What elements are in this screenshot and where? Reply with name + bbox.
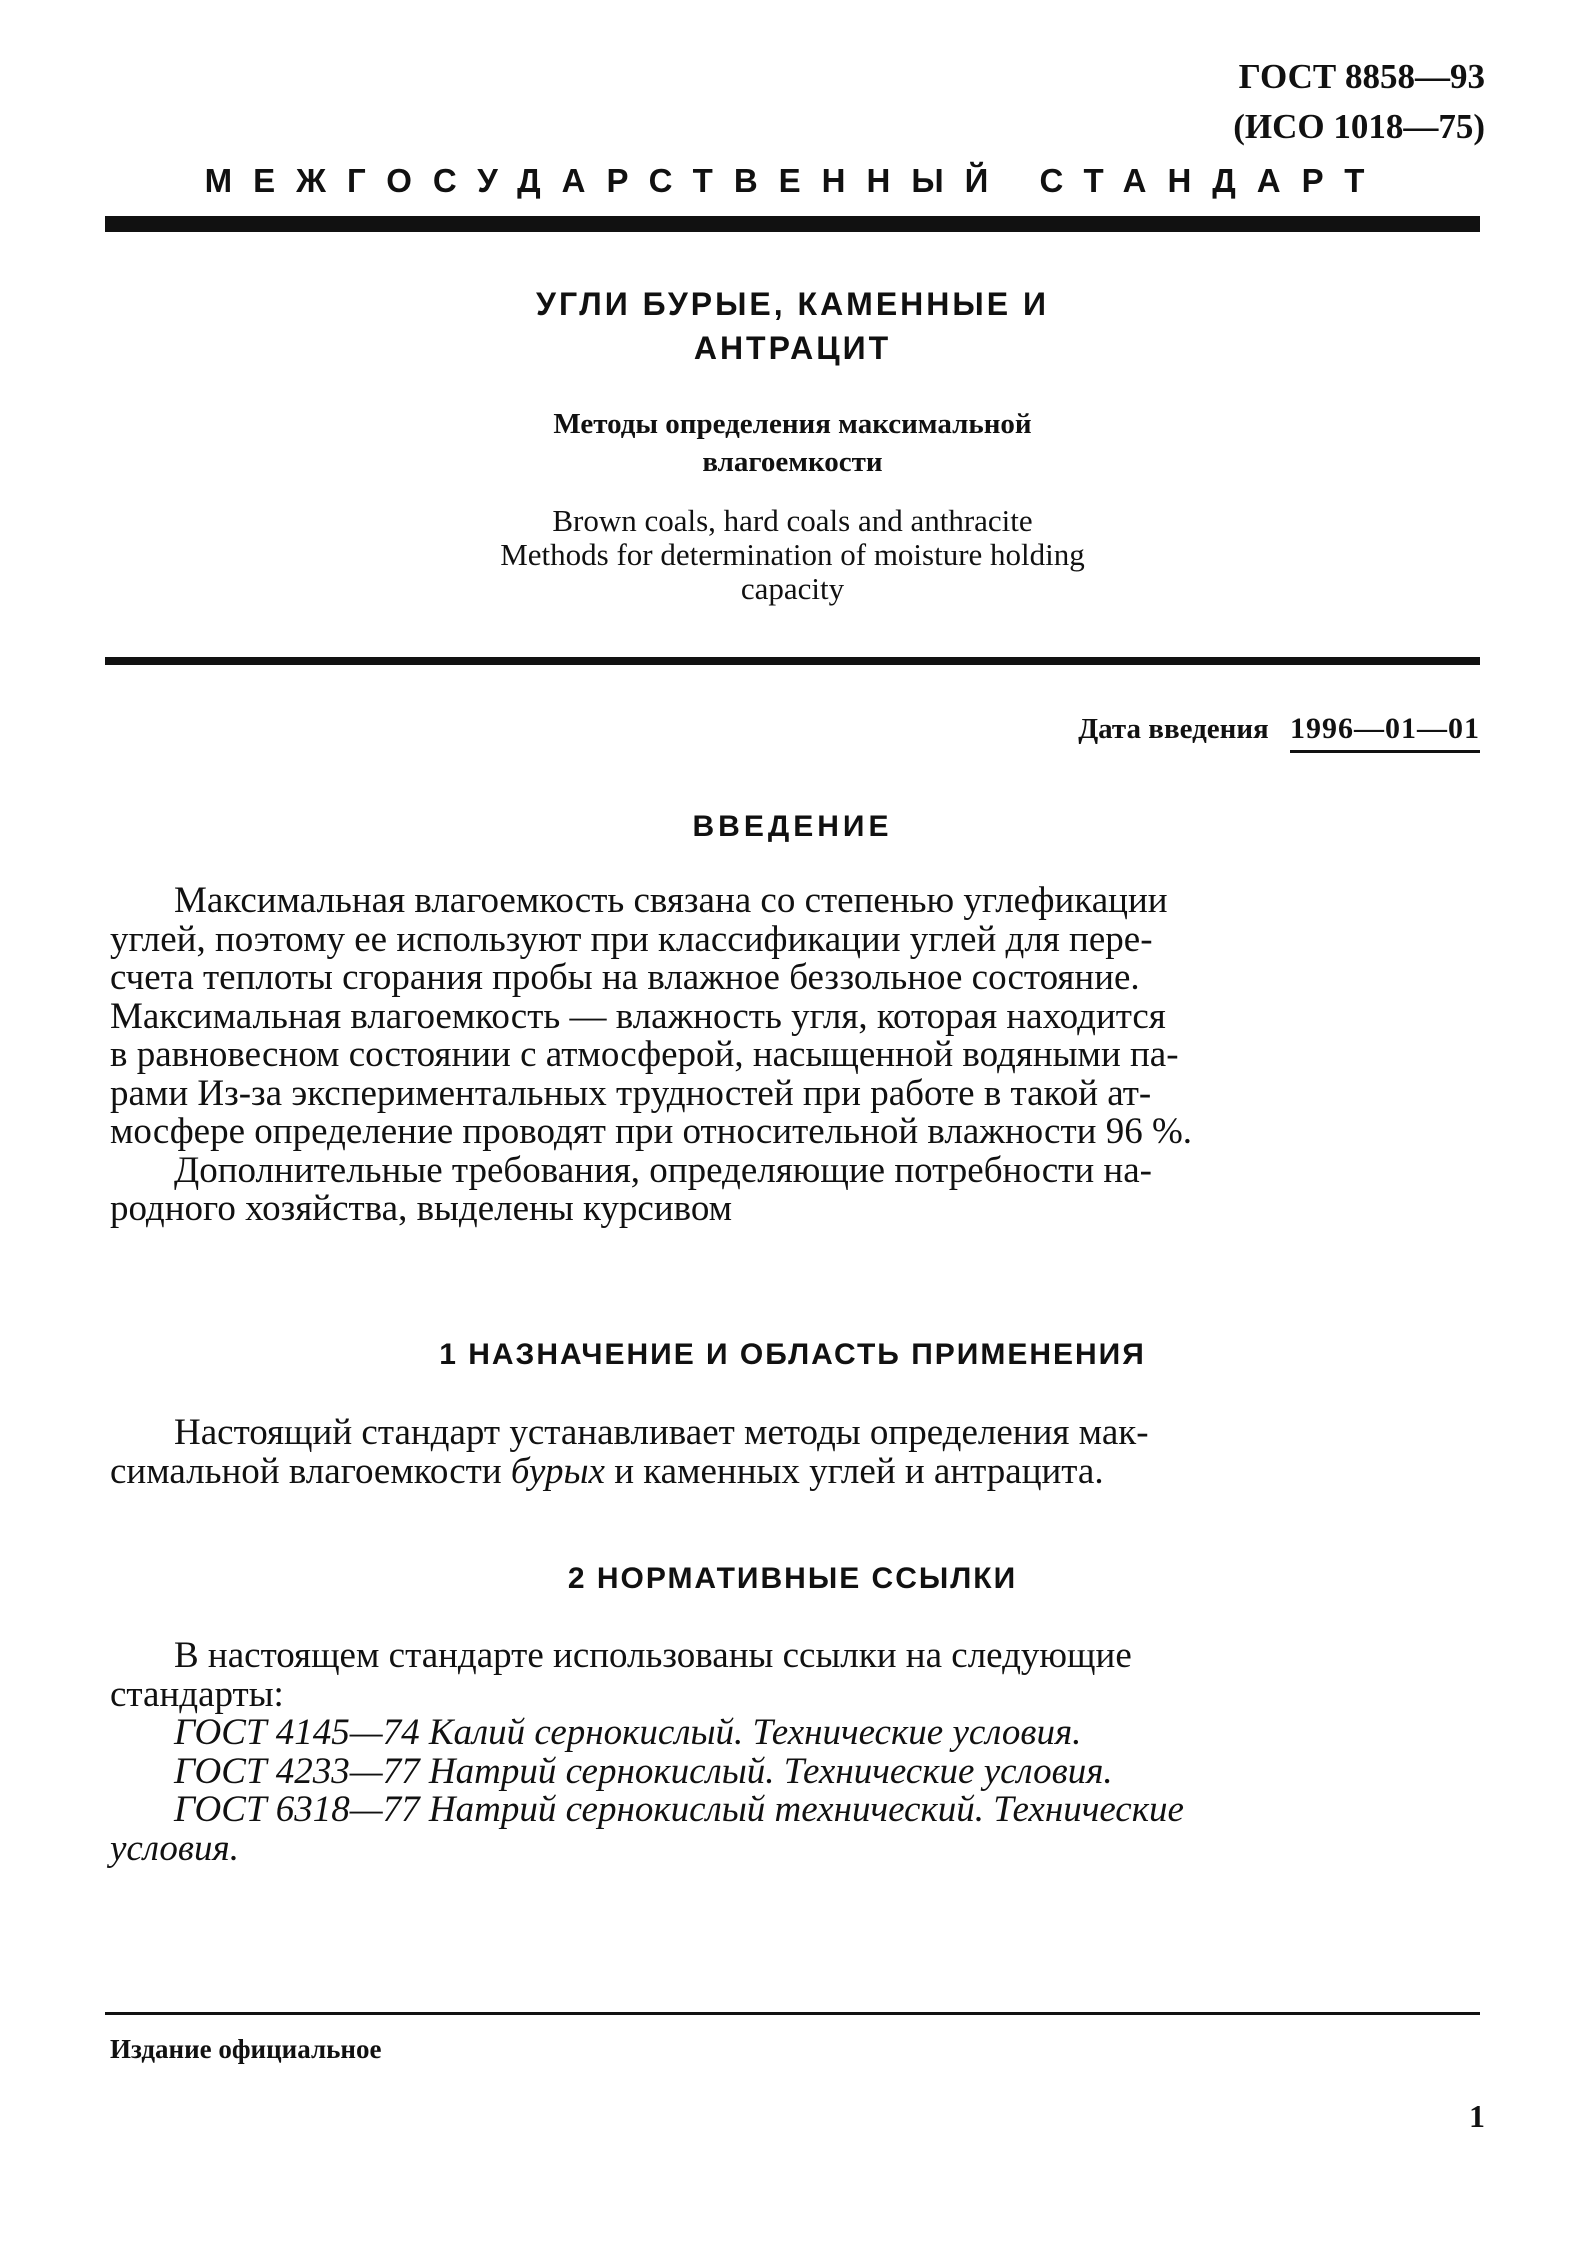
introduction-date-label: Дата введения [1078,713,1269,745]
section-2-heading: 2 НОРМАТИВНЫЕ ССЫЛКИ [567,1562,1018,1595]
intro-line: Максимальная влагоемкость — влажность угля, которая находится [110,995,1166,1037]
introduction-date-value: 1996—01—01 [1290,712,1480,753]
reference-item: ГОСТ 4145—74 Калий сернокислый. Технические условия. [174,1712,1082,1753]
footer-divider [105,2012,1480,2015]
english-title-line-3: capacity [740,571,845,606]
standard-codes [1233,52,1485,152]
section-2-line-2: стандарты: [110,1673,284,1715]
english-title-line-1: Brown coals, hard coals and anthracite [552,503,1033,538]
introduction-date [1078,712,1480,753]
section-1-paragraph [110,1414,1480,1491]
page-number: 1 [1469,2098,1485,2134]
section-1-heading: 1 НАЗНАЧЕНИЕ И ОБЛАСТЬ ПРИМЕНЕНИЯ [439,1338,1146,1371]
section-1-line-2 [110,1450,1480,1492]
subtitle-line-1: Методы определения максимальной [553,408,1032,440]
gost-code: ГОСТ 8858—93 [1238,57,1485,96]
intro-line: Максимальная влагоемкость связана со степенью углефикации [174,880,1168,921]
edition-label: Издание официальное [110,2034,382,2064]
iso-code: (ИСО 1018—75) [1233,107,1485,146]
section-1-text-end: и каменных углей и антрацита. [604,1450,1104,1492]
section-1-line-1: Настоящий стандарт устанавливает методы определения мак- [174,1412,1149,1453]
reference-item: условия. [110,1827,239,1869]
subtitle-line-2: влагоемкости [702,446,883,478]
reference-item: ГОСТ 6318—77 Натрий сернокислый технический. Технические [174,1789,1184,1830]
intro-line: счета теплоты сгорания пробы на влажное беззольное состояние. [110,957,1140,998]
section-2-paragraph [110,1637,1480,1868]
english-title [105,504,1480,606]
english-title-line-2: Methods for determination of moisture holding [500,537,1085,572]
section-2-line-1: В настоящем стандарте использованы ссылки на следующие [174,1635,1132,1676]
introduction-heading: ВВЕДЕНИЕ [692,810,893,843]
title-line-2: АНТРАЦИТ [693,330,892,366]
header-divider [105,216,1480,232]
document-subtitle [105,405,1480,481]
reference-item: ГОСТ 4233—77 Натрий сернокислый. Технические условия. [174,1750,1113,1792]
title-line-1: УГЛИ БУРЫЕ, КАМЕННЫЕ И [536,286,1049,322]
introduction-paragraph [110,882,1480,1229]
intro-line: родного хозяйства, выделены курсивом [110,1188,733,1229]
intro-line: мосфере определение проводят при относительной влажности 96 %. [110,1111,1193,1152]
section-1-italic-text: бурых [510,1450,605,1492]
intro-line: углей, поэтому ее используют при классификации углей для пере- [110,918,1153,960]
title-divider [105,657,1480,665]
intro-line: в равновесном состоянии с атмосферой, насыщенной водяными па- [110,1034,1179,1075]
standard-type: МЕЖГОСУДАРСТВЕННЫЙ СТАНДАРТ [204,162,1386,199]
intro-line: Дополнительные требования, определяющие потребности на- [174,1149,1152,1191]
document-title [105,282,1480,370]
intro-line: рами Из-за экспериментальных трудностей при работе в такой ат- [110,1072,1152,1114]
section-1-text: симальной влагоемкости [110,1450,511,1492]
